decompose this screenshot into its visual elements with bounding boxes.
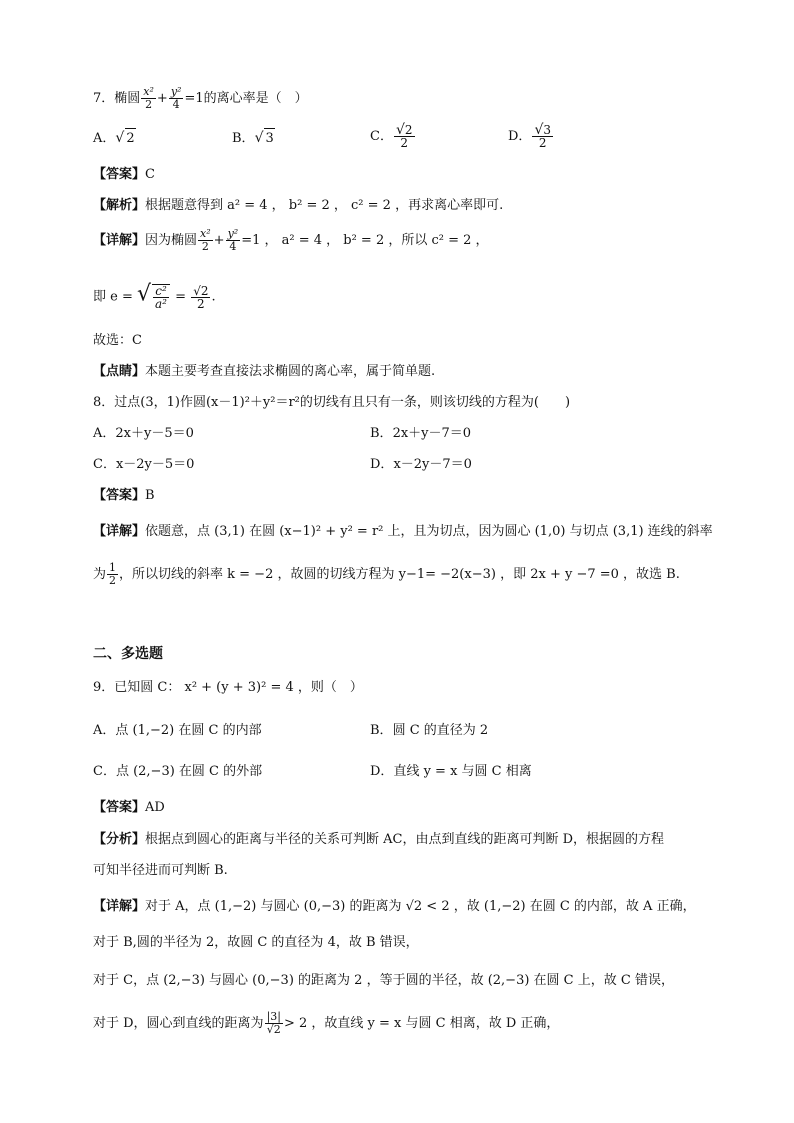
section-heading: 二、多选题 [93, 646, 163, 662]
q7-choice [93, 331, 142, 351]
option-value: 圆 C 的直径为 2 [392, 723, 489, 738]
detail-text: 对于 B,圆的半径为 2，故圆 C 的直径为 4，故 B 错误， [93, 935, 419, 950]
option-label: D． [508, 129, 532, 144]
plus-sign: + [156, 91, 168, 106]
detail-text: 依题意，点 (3,1) 在圆 (x−1)² + y² = r² 上，且为切点，因为圆心 (1,0) 与切点 (3,1) 连线的斜率 [145, 524, 713, 539]
option-label: B． [370, 723, 393, 738]
choice-text: 故选：C [93, 333, 142, 348]
q7-eccentricity-line [93, 281, 216, 311]
option-label: D． [370, 457, 394, 472]
sqrt-icon: √ [534, 122, 544, 138]
eccentricity-result [191, 285, 210, 310]
slope-fraction [107, 562, 118, 587]
option-label: A． [93, 723, 116, 738]
answer-value: C [145, 167, 155, 182]
q9-stem-text: 9．已知圆 C： x² + (y + 3)² = 4 ，则（ ） [93, 680, 363, 695]
detail-text-tail: > 2 ，故直线 y = x 与圆 C 相离，故 D 正确， [283, 1016, 560, 1031]
q7-analysis [93, 196, 503, 216]
eccentricity-lhs: 即 e = [93, 289, 133, 305]
q9-detail-b [93, 933, 419, 953]
option-value: 2x＋y－5＝0 [115, 426, 194, 441]
q8-detail-1 [93, 522, 713, 542]
option-label: B． [370, 426, 393, 441]
frac-numerator: 2 [404, 123, 413, 137]
detail-frac-x [198, 228, 213, 253]
frac-numerator: |3| [266, 1010, 281, 1023]
option-value: 3 [264, 128, 274, 149]
q8-stem-text: 8．过点(3，1)作圆(x－1)²＋y²＝r²的切线有且只有一条，则该切线的方程为( ) [93, 395, 571, 410]
frac-denominator: 2 [400, 136, 409, 150]
frac-numerator: y² [170, 85, 182, 98]
option-value: 2x＋y－7＝0 [392, 426, 472, 441]
q8-answer [93, 486, 155, 506]
q8-option-d [370, 455, 472, 475]
q7-answer [93, 165, 155, 185]
q7-frac-y [169, 86, 184, 111]
option-value: 点 (1,−2) 在圆 C 的内部 [115, 723, 262, 738]
answer-value: B [145, 488, 155, 503]
option-value: x－2y－5＝0 [115, 457, 195, 472]
detail-text: 对于 A，点 (1,−2) 与圆心 (0,−3) 的距离为 √2 < 2 ，故 (1,−2) 在圆 C 的内部，故 A 正确， [145, 899, 696, 914]
distance-fraction [265, 1011, 283, 1036]
frac-denominator: 2 [197, 296, 205, 311]
detail-text-tail: =1 ， a² = 4 ， b² = 2 ，所以 c² = 2 ， [241, 233, 489, 248]
q9-detail-d [93, 1011, 559, 1036]
detail-tag: 【详解】 [93, 899, 146, 914]
period: . [211, 289, 216, 305]
comment-tag: 【点睛】 [93, 364, 146, 379]
option-label: A． [93, 131, 116, 146]
q9-option-d [370, 762, 532, 782]
option-fraction [532, 124, 553, 149]
q8-option-b [370, 424, 471, 444]
frac-numerator: 3 [543, 123, 551, 137]
q7-option-b [232, 128, 275, 149]
q7-number: 7．椭圆 [93, 91, 141, 106]
q7-option-c [370, 124, 416, 149]
frac-numerator: x² [200, 227, 211, 240]
frac-denominator: 4 [172, 98, 180, 111]
frac-numerator: c² [153, 285, 169, 298]
analysis-text: 根据点到圆心的距离与半径的关系可判断 AC，由点到直线的距离可判断 D，根据圆的方程 [145, 832, 665, 847]
q7-detail [93, 228, 489, 253]
analysis-tag: 【解析】 [93, 198, 146, 213]
option-label: C． [370, 129, 393, 144]
answer-tag: 【答案】 [93, 167, 146, 182]
detail-text: 对于 C，点 (2,−3) 与圆心 (0,−3) 的距离为 2 ，等于圆的半径，故 (2,−3) 在圆 C 上，故 C 错误， [93, 973, 674, 988]
option-label: C． [93, 457, 116, 472]
frac-denominator: 2 [538, 136, 547, 150]
frac-numerator: y² [227, 227, 239, 240]
equals-sign: = [175, 289, 187, 305]
q9-stem [93, 678, 363, 698]
frac-numerator: x² [143, 85, 154, 98]
sqrt-icon: √ [395, 122, 405, 138]
answer-value: AD [145, 800, 165, 815]
frac-denominator: a² [155, 297, 167, 311]
option-label: B． [232, 131, 255, 146]
q7-frac-x [141, 86, 156, 111]
q9-analysis-2 [93, 861, 228, 881]
answer-tag: 【答案】 [93, 488, 146, 503]
q9-detail-c [93, 971, 674, 991]
option-value: 点 (2,−3) 在圆 C 的外部 [115, 764, 263, 779]
frac-denominator: 2 [145, 98, 153, 111]
detail-frac-y [226, 228, 241, 253]
plus-sign: + [213, 233, 225, 248]
detail-tag: 【详解】 [93, 524, 146, 539]
option-value: 直线 y = x 与圆 C 相离 [393, 764, 532, 779]
q7-option-a [93, 128, 136, 149]
q9-answer [93, 798, 165, 818]
sqrt-icon: √ [137, 281, 152, 307]
q7-option-d [508, 124, 554, 149]
q8-detail-2 [93, 562, 680, 587]
frac-numerator: √2 [193, 283, 209, 298]
frac-denominator: 2 [109, 574, 117, 587]
frac-denominator: 2 [201, 240, 209, 253]
detail-text: 为 [93, 567, 107, 582]
q8-option-c [93, 455, 194, 475]
analysis-tag: 【分析】 [93, 832, 146, 847]
q9-option-a [93, 721, 262, 741]
answer-tag: 【答案】 [93, 800, 146, 815]
frac-denominator: 4 [229, 240, 237, 253]
q7-comment [93, 362, 435, 382]
option-label: A． [93, 426, 116, 441]
analysis-text: 可知半径进而可判断 B. [93, 863, 228, 878]
q8-stem [93, 393, 570, 413]
q9-analysis-1 [93, 830, 664, 850]
option-value: x－2y－7＝0 [393, 457, 472, 472]
option-label: D． [370, 764, 394, 779]
detail-text: 对于 D，圆心到直线的距离为 [93, 1016, 264, 1031]
q9-detail-a [93, 897, 696, 917]
sqrt-icon: √ [254, 130, 264, 146]
frac-denominator: √2 [266, 1023, 281, 1036]
option-value: 2 [125, 128, 135, 149]
q8-option-a [93, 424, 194, 444]
q9-option-c [93, 762, 262, 782]
eccentricity-fraction [152, 284, 170, 310]
q9-option-b [370, 721, 488, 741]
analysis-text: 根据题意得到 a² = 4 ， b² = 2 ， c² = 2 ，再求离心率即可. [145, 198, 504, 213]
comment-text: 本题主要考查直接法求椭圆的离心率，属于简单题. [145, 364, 436, 379]
option-fraction [394, 124, 415, 149]
option-label: C． [93, 764, 116, 779]
sqrt-icon: √ [115, 130, 125, 146]
detail-text-tail: ，所以切线的斜率 k = −2 ，故圆的切线方程为 y−1= −2(x−3) ，即 2x + y −7 =0 ，故选 B. [119, 567, 680, 582]
q7-stem-tail: =1的离心率是（ ） [184, 91, 308, 106]
detail-text: 因为椭圆 [145, 233, 198, 248]
q7-stem [93, 86, 308, 111]
frac-numerator: 1 [109, 561, 117, 574]
detail-tag: 【详解】 [93, 233, 146, 248]
